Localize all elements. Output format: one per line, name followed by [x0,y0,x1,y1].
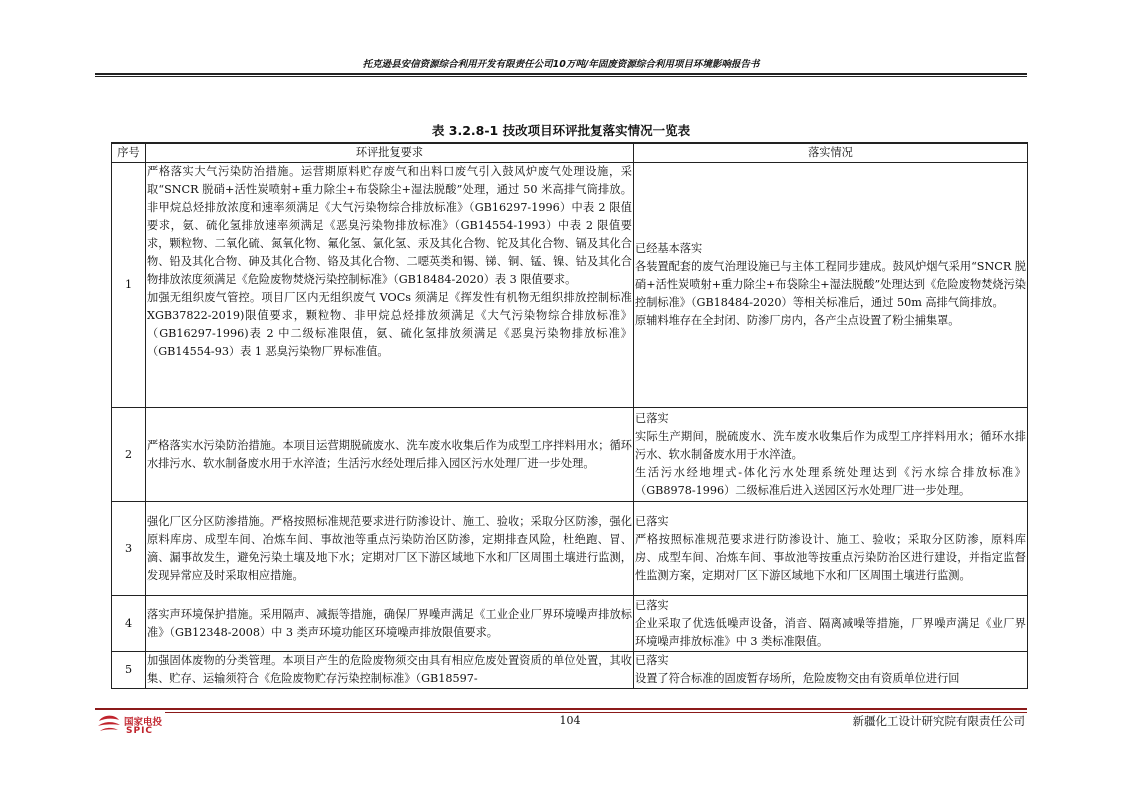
status-label: 已经基本落实 [635,242,703,255]
requirement-cell [146,408,634,502]
column-header-status: 落实情况 [634,143,1028,163]
status-cell [634,502,1028,596]
requirement-cell [146,502,634,596]
header-rule-thin [95,76,1027,77]
requirement-cell [146,652,634,689]
approval-implementation-table [111,142,1028,689]
logo-text-cn: 国家电投 [124,717,163,728]
requirement-paragraph: 强化厂区分区防渗措施。严格按照标准规范要求进行防渗设计、施工、验收；采取分区防渗，强化原料库房、成型车间、冶炼车间、事故池等重点污染防治区防渗，定期排查风险，杜绝跑、冒、滴、漏事故发生，避免污染土壤及地下水；定期对厂区下游区域地下水和厂区周围土壤进行监测，发现异常应及时采取相应措施。 [147,514,632,582]
requirement-paragraph: 加强无组织废气管控。项目厂区内无组织废气 VOCs 须满足《挥发性有机物无组织排放控制标准 XGB37822-2019)限值要求，颗粒物、非甲烷总烃排放须满足《大气污染物综合排放标准》（GB16297-1996)表 2 中二级标准限值，氨、硫化氢排放须满足《恶臭污染物排放标准》（GB14554-93）表 1 恶臭污染物厂界标准值。 [147,291,632,358]
status-paragraph: 原辅料堆存在全封闭、防渗厂房内，各产尘点设置了粉尘捕集罩。 [635,314,960,327]
status-label: 已落实 [635,411,669,425]
table-row [112,408,1028,502]
requirement-paragraph: 严格落实大气污染防治措施。运营期原料贮存废气和出料口废气引入鼓风炉废气处理设施，采取“SNCR 脱硝+活性炭喷射+重力除尘+布袋除尘+湿法脱酸”处理，通过 50 米高排气筒排放。非甲烷总烃排放浓度和速率须满足《大气污染物综合排放标准》（GB16297-1996）中表 2 限值要求，氨、硫化氢排放速率须满足《恶臭污染物排放标准》（GB14554-1993）中表 2 限值要求，颗粒物、二氧化硫、氮氧化物、氟化氢、氯化氢、汞及其化合物、铊及其化合物、镉及其化合物、铅及其化合物、砷及其化合物、铬及其化合物、二噁英类和锡、锑、铜、锰、镍、钴及其化合物排放浓度须满足《危险废物焚烧污染控制标准》（GB18484-2020）表 3 限值要求。 [147,165,632,286]
table-header-row [112,143,1028,163]
table-row [112,163,1028,408]
status-cell [634,652,1028,689]
requirement-paragraph: 加强固体废物的分类管理。本项目产生的危险废物须交由具有相应危废处置资质的单位处置，其收集、贮存、运输须符合《危险废物贮存污染控制标准》（GB18597- [147,654,632,685]
status-paragraph: 各装置配套的废气治理设施已与主体工程同步建成。鼓风炉烟气采用“SNCR 脱硝+活性炭喷射+重力除尘+布袋除尘+湿法脱酸”处理达到《危险废物焚烧污染控制标准》（GB18484-2020）等相关标准后，通过 50m 高排气筒排放。 [635,260,1026,309]
status-label: 已落实 [635,654,669,667]
footer-rule [95,708,1027,710]
table-row [112,596,1028,652]
status-cell [634,596,1028,652]
status-cell [634,163,1028,408]
row-number: 2 [112,408,146,502]
row-number: 1 [112,163,146,408]
status-paragraph: 实际生产期间，脱硫废水、洗车废水收集后作为成型工序拌料用水；循环水排污水、软水制备废水用于水淬渣。 [635,429,1026,461]
status-paragraph: 设置了符合标准的固废暂存场所，危险废物交由有资质单位进行回 [635,672,960,685]
status-paragraph: 生活污水经地埋式-体化污水处理系统处理达到《污水综合排放标准》（GB8978-1996）二级标准后进入送园区污水处理厂进一步处理。 [635,465,1026,497]
status-paragraph: 严格按照标准规范要求进行防渗设计、施工、验收；采取分区防渗，原料库房、成型车间、冶炼车间、事故池等按重点污染防治区进行建设，并指定监督性监测方案，定期对厂区下游区域地下水和厂区周围土壤进行监测。 [635,532,1026,582]
spic-logo-icon [96,712,122,736]
requirement-paragraph: 落实声环境保护措施。采用隔声、减振等措施，确保厂界噪声满足《工业企业厂界环境噪声排放标准》（GB12348-2008）中 3 类声环境功能区环境噪声排放限值要求。 [147,607,632,639]
logo-text-en: SPIC [126,726,154,736]
status-cell [634,408,1028,502]
column-header-requirement: 环评批复要求 [146,143,634,163]
requirement-cell [146,596,634,652]
table-row [112,502,1028,596]
status-paragraph: 企业采取了优选低噪声设备，消音、隔离减噪等措施，厂界噪声满足《业厂界环境噪声排放标准》中 3 类标准限值。 [635,616,1026,648]
row-number: 3 [112,502,146,596]
header-rule [95,73,1027,75]
document-header-title: 托克逊县安信资源综合利用开发有限责任公司10万吨/年固废资源综合利用项目环境影响报告书 [362,59,760,70]
table-row [112,652,1028,689]
column-header-number: 序号 [112,143,146,163]
row-number: 5 [112,652,146,689]
table-title: 表 3.2.8-1 技改项目环评批复落实情况一览表 [431,123,691,138]
status-label: 已落实 [635,514,669,528]
row-number: 4 [112,596,146,652]
company-name: 新疆化工设计研究院有限责任公司 [852,714,1025,728]
status-label: 已落实 [635,598,669,612]
requirement-cell [146,163,634,408]
requirement-paragraph: 严格落实水污染防治措施。本项目运营期脱硫废水、洗车废水收集后作为成型工序拌料用水；循环水排污水、软水制备废水用于水淬渣；生活污水经处理后排入园区污水处理厂进一步处理。 [147,438,632,470]
page-number: 104 [559,714,581,727]
company-logo [96,712,176,738]
